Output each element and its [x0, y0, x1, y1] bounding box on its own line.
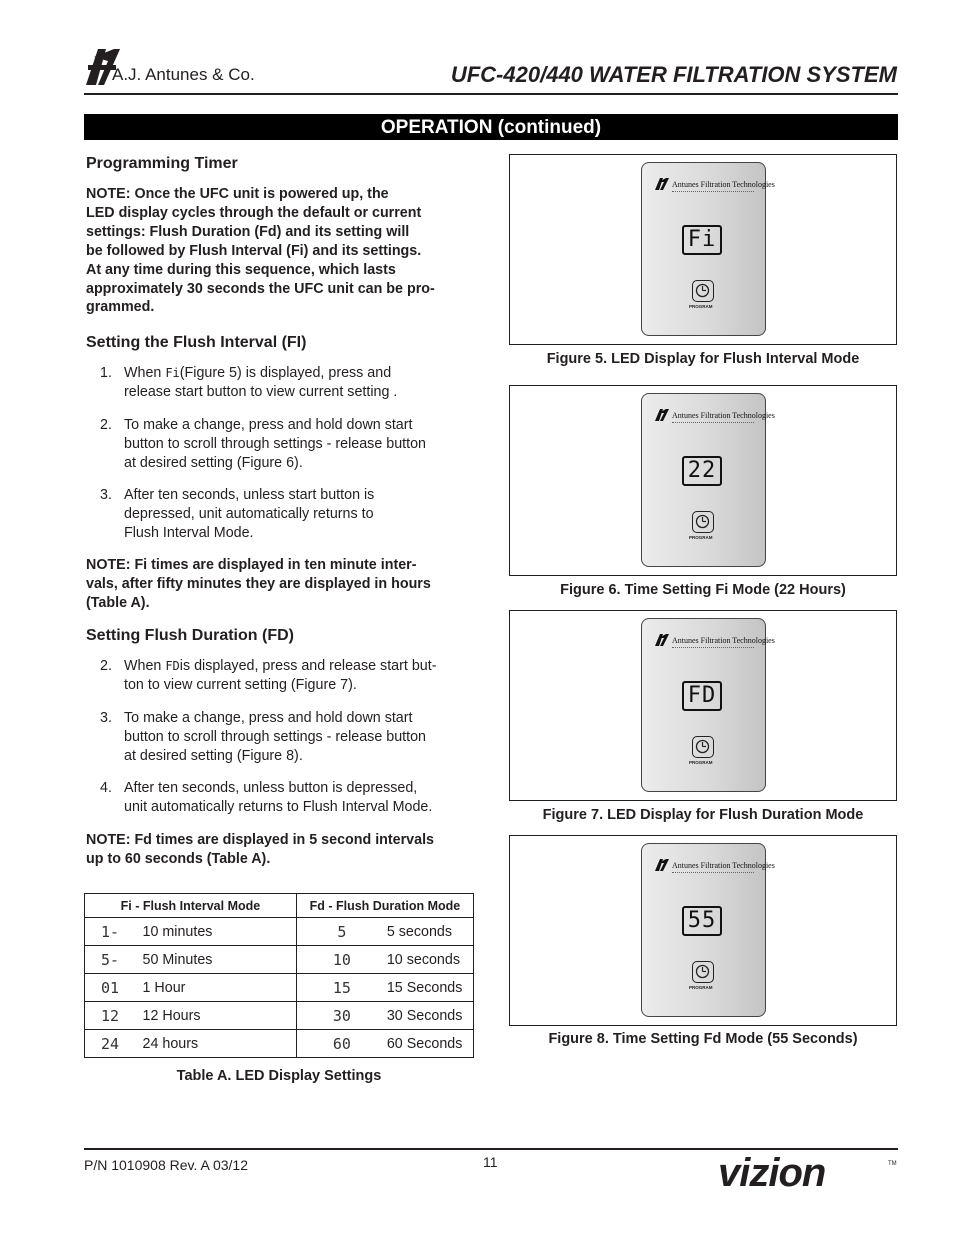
table-cell: 60 Seconds	[387, 1030, 474, 1058]
brand-wordmark: vizion	[718, 1155, 826, 1191]
control-panel	[641, 843, 775, 1017]
program-button[interactable]	[692, 280, 714, 302]
clock-icon	[693, 512, 712, 531]
table-row	[85, 1030, 474, 1058]
step-text: button to scroll through settings - release button	[124, 435, 427, 452]
step-text: When	[124, 365, 166, 381]
note-line: NOTE: Once the UFC unit is powered up, the	[86, 186, 389, 202]
clock-icon	[693, 281, 712, 300]
table-cell: 5 seconds	[387, 918, 474, 946]
fd-note	[86, 831, 476, 869]
table-header-row	[85, 894, 474, 918]
document-title: UFC-420/440 WATER FILTRATION SYSTEM	[450, 62, 897, 87]
step-text: (Figure 5) is displayed, press and	[179, 365, 392, 381]
led-code-inline: Fi	[165, 366, 180, 380]
step-text: at desired setting (Figure 6).	[124, 454, 303, 471]
note-line: LED display cycles through the default or current	[86, 204, 422, 221]
clock-icon	[693, 737, 712, 756]
table-cell: 12 Hours	[143, 1002, 297, 1030]
table-cell: 10 minutes	[143, 918, 297, 946]
step-number: 3.	[100, 710, 112, 726]
table-row	[85, 974, 474, 1002]
section-title: OPERATION (continued)	[84, 114, 898, 140]
table-header: Fi - Flush Interval Mode	[85, 894, 297, 918]
led-code-inline: FD	[165, 659, 180, 673]
control-panel	[641, 162, 775, 336]
control-panel	[641, 393, 775, 567]
panel-logo	[654, 858, 775, 876]
panel-brand: Antunes Filtration Technologies	[672, 861, 775, 870]
step-text: unit automatically returns to Flush Interval Mode.	[124, 798, 433, 815]
led-code: 24	[101, 1034, 120, 1053]
note-line: (Table A).	[86, 594, 150, 611]
step-number: 3.	[100, 487, 112, 503]
note-line: approximately 30 seconds the UFC unit can be pro-	[86, 280, 435, 297]
table-row	[85, 918, 474, 946]
program-button[interactable]	[692, 961, 714, 983]
table-cell: 15 Seconds	[387, 974, 474, 1002]
note-line: settings: Flush Duration (Fd) and its setting will	[86, 223, 410, 240]
panel-divider	[672, 647, 754, 649]
table-caption: Table A. LED Display Settings	[176, 1068, 382, 1084]
led-code: 60	[332, 1034, 351, 1053]
header-rule	[84, 93, 898, 95]
flush-duration-heading: Setting Flush Duration (FD)	[86, 627, 294, 644]
note-line: At any time during this sequence, which lasts	[86, 261, 396, 278]
led-code: 10	[332, 950, 351, 969]
clock-icon	[693, 962, 712, 981]
step-text: ton to view current setting (Figure 7).	[124, 676, 357, 693]
figure-7-caption: Figure 7. LED Display for Flush Duration Mode	[542, 807, 864, 823]
table-cell: 10 seconds	[387, 946, 474, 974]
table-cell: 30 Seconds	[387, 1002, 474, 1030]
footer-rule	[84, 1148, 898, 1150]
figure-5	[509, 154, 897, 345]
part-number: P/N 1010908 Rev. A 03/12	[84, 1157, 248, 1173]
note-line: be followed by Flush Interval (Fi) and its settings.	[86, 242, 422, 259]
panel-logo	[654, 408, 775, 426]
table-cell: 1 Hour	[143, 974, 297, 1002]
programming-timer-heading: Programming Timer	[86, 155, 238, 172]
led-code: 5-	[101, 950, 120, 969]
program-button[interactable]	[692, 511, 714, 533]
led-display: 22	[682, 456, 722, 486]
page-number: 11	[483, 1154, 498, 1170]
figure-7	[509, 610, 897, 801]
led-display: Fi	[682, 225, 722, 255]
figure-6	[509, 385, 897, 576]
led-code: 1-	[101, 922, 120, 941]
panel-divider	[672, 191, 754, 193]
table-header: Fd - Flush Duration Mode	[296, 894, 473, 918]
aj-antunes-logo-icon	[654, 177, 670, 191]
panel-brand: Antunes Filtration Technologies	[672, 180, 775, 189]
program-button-label: PROGRAM	[689, 535, 713, 540]
step-text: depressed, unit automatically returns to	[124, 505, 374, 522]
program-button[interactable]	[692, 736, 714, 758]
step-number: 1.	[100, 365, 112, 381]
note-line: NOTE: Fi times are displayed in ten minute inter-	[86, 557, 417, 573]
vizion-logo	[716, 1155, 898, 1191]
aj-antunes-logo-icon	[654, 858, 670, 872]
figure-5-caption: Figure 5. LED Display for Flush Interval Mode	[546, 351, 860, 367]
programming-note	[86, 185, 476, 317]
program-button-label: PROGRAM	[689, 760, 713, 765]
step-text: After ten seconds, unless start button is	[124, 487, 375, 503]
led-settings-table	[84, 893, 474, 1058]
step-text: at desired setting (Figure 8).	[124, 747, 303, 764]
panel-brand: Antunes Filtration Technologies	[672, 411, 775, 420]
company-name: A.J. Antunes & Co.	[112, 65, 255, 84]
company-logo	[84, 45, 274, 90]
panel-divider	[672, 872, 754, 874]
control-panel	[641, 618, 775, 792]
step-text: release start button to view current setting .	[124, 383, 398, 400]
program-button-label: PROGRAM	[689, 985, 713, 990]
vizion-logo-icon	[716, 1155, 898, 1191]
note-line: NOTE: Fd times are displayed in 5 second intervals	[86, 832, 434, 848]
table-cell: 50 Minutes	[143, 946, 297, 974]
step-text: To make a change, press and hold down start	[124, 710, 413, 726]
step-number: 2.	[100, 658, 112, 674]
figure-8-caption: Figure 8. Time Setting Fd Mode (55 Seconds)	[548, 1031, 858, 1047]
svg-text:TM: TM	[888, 1161, 897, 1167]
led-code: 5	[337, 922, 347, 941]
led-display: 55	[682, 906, 722, 936]
table-row	[85, 1002, 474, 1030]
aj-antunes-logo-icon	[654, 408, 670, 422]
fi-note	[86, 556, 476, 613]
step-text: button to scroll through settings - release button	[124, 728, 427, 745]
step-text: is displayed, press and release start but-	[179, 658, 437, 674]
flush-interval-heading: Setting the Flush Interval (FI)	[86, 334, 307, 351]
led-code: 01	[101, 978, 120, 997]
aj-antunes-logo-icon	[654, 633, 670, 647]
panel-divider	[672, 422, 754, 424]
panel-logo	[654, 177, 775, 195]
table-row	[85, 946, 474, 974]
note-line: grammed.	[86, 299, 155, 316]
panel-brand: Antunes Filtration Technologies	[672, 636, 775, 645]
table-cell: 24 hours	[143, 1030, 297, 1058]
step-number: 4.	[100, 780, 112, 796]
panel-logo	[654, 633, 775, 651]
program-button-label: PROGRAM	[689, 304, 713, 309]
led-display: FD	[682, 681, 722, 711]
led-code: 12	[101, 1006, 120, 1025]
step-number: 2.	[100, 417, 112, 433]
step-text: After ten seconds, unless button is depressed,	[124, 780, 418, 796]
step-text: To make a change, press and hold down start	[124, 417, 413, 433]
figure-8	[509, 835, 897, 1026]
figure-6-caption: Figure 6. Time Setting Fi Mode (22 Hours)	[560, 582, 846, 598]
note-line: vals, after fifty minutes they are displayed in hours	[86, 575, 431, 592]
led-code: 15	[332, 978, 351, 997]
step-text: When	[124, 658, 166, 674]
note-line: up to 60 seconds (Table A).	[86, 850, 271, 867]
led-code: 30	[332, 1006, 351, 1025]
step-text: Flush Interval Mode.	[124, 524, 254, 541]
